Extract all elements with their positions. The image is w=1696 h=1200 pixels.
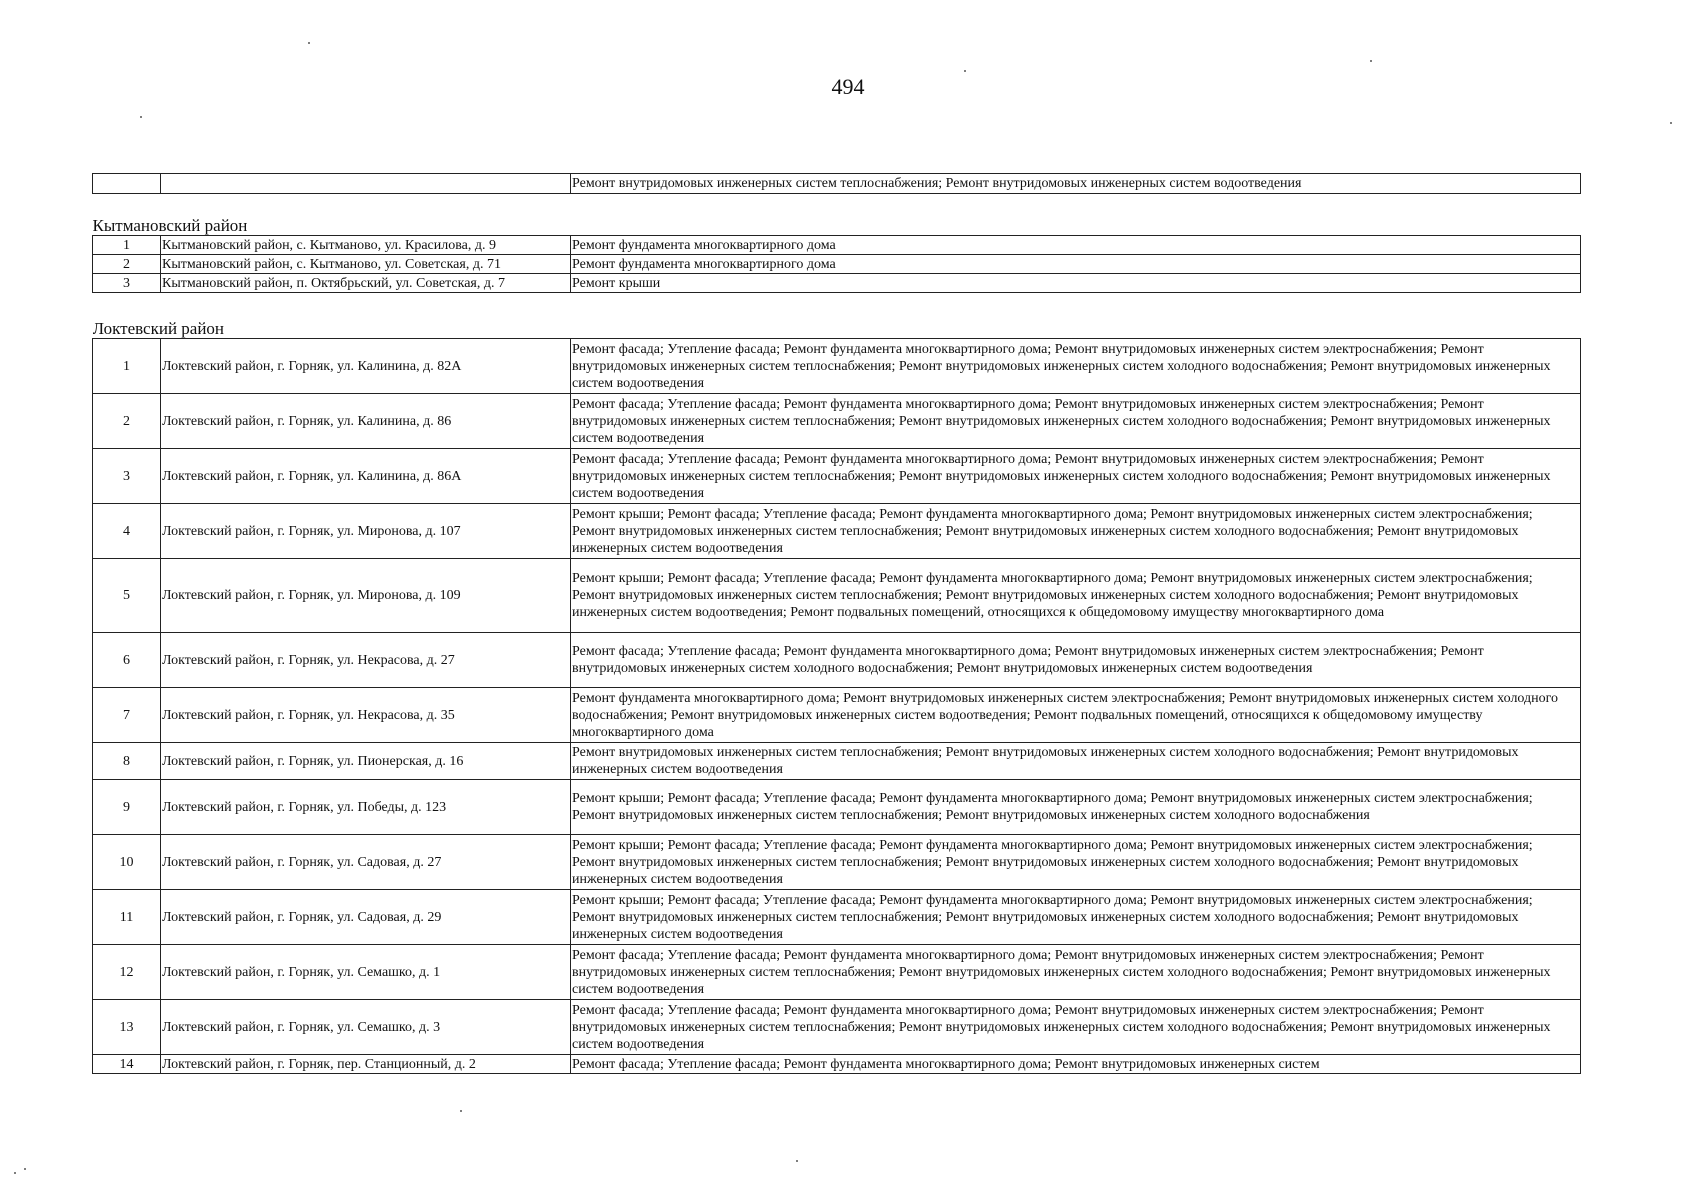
row-works: Ремонт фасада; Утепление фасада; Ремонт фундамента многоквартирного дома; Ремонт внутридомовых инженерных систем электроснабжения; Ремонт внутридомовых инженерных систем теплоснабжения; Ремонт внутридомовых инженерных систем холодного водоснабжения; Ремонт внутридомовых инженерных систем водоотведения <box>571 1000 1581 1055</box>
page-number: 494 <box>831 74 865 99</box>
row-number: 14 <box>93 1055 161 1074</box>
row-works: Ремонт фасада; Утепление фасада; Ремонт фундамента многоквартирного дома; Ремонт внутридомовых инженерных систем электроснабжения; Ремонт внутридомовых инженерных систем теплоснабжения; Ремонт внутридомовых инженерных систем холодного водоснабжения; Ремонт внутридомовых инженерных систем водоотведения <box>571 394 1581 449</box>
district-heading-row <box>93 293 1581 339</box>
row-works: Ремонт крыши; Ремонт фасада; Утепление фасада; Ремонт фундамента многоквартирного дома; Ремонт внутридомовых инженерных систем электроснабжения; Ремонт внутридомовых инженерных систем теплоснабжения; Ремонт внутридомовых инженерных систем холодного водоснабжения; Ремонт внутридомовых инженерных систем водоотведения <box>571 504 1581 559</box>
table-row <box>93 835 1581 890</box>
table-row <box>93 633 1581 688</box>
row-address: Кытмановский район, с. Кытманово, ул. Красилова, д. 9 <box>161 236 571 255</box>
row-works: Ремонт фасада; Утепление фасада; Ремонт фундамента многоквартирного дома; Ремонт внутридомовых инженерных систем электроснабжения; Ремонт внутридомовых инженерных систем теплоснабжения; Ремонт внутридомовых инженерных систем холодного водоснабжения; Ремонт внутридомовых инженерных систем водоотведения <box>571 339 1581 394</box>
row-number: 7 <box>93 688 161 743</box>
table-row <box>93 255 1581 274</box>
row-address: Локтевский район, г. Горняк, ул. Калинина, д. 82А <box>161 339 571 394</box>
table-row <box>93 780 1581 835</box>
row-works: Ремонт фундамента многоквартирного дома <box>571 255 1581 274</box>
scan-speck <box>140 116 142 118</box>
row-number: 11 <box>93 890 161 945</box>
row-works: Ремонт крыши <box>571 274 1581 293</box>
table-row <box>93 236 1581 255</box>
row-number <box>93 174 161 194</box>
row-number: 2 <box>93 255 161 274</box>
row-address: Локтевский район, г. Горняк, ул. Миронова, д. 109 <box>161 559 571 633</box>
table-row <box>93 890 1581 945</box>
row-address: Локтевский район, г. Горняк, ул. Семашко, д. 1 <box>161 945 571 1000</box>
row-number: 3 <box>93 449 161 504</box>
row-number: 5 <box>93 559 161 633</box>
table-row <box>93 559 1581 633</box>
row-address: Локтевский район, г. Горняк, ул. Победы, д. 123 <box>161 780 571 835</box>
district-heading: Кытмановский район <box>93 194 1581 236</box>
row-works: Ремонт фундамента многоквартирного дома; Ремонт внутридомовых инженерных систем электроснабжения; Ремонт внутридомовых инженерных систем холодного водоснабжения; Ремонт внутридомовых инженерных систем водоотведения; Ремонт подвальных помещений, относящихся к общедомовому имуществу многоквартирного дома <box>571 688 1581 743</box>
row-address: Локтевский район, г. Горняк, ул. Семашко, д. 3 <box>161 1000 571 1055</box>
table-row <box>93 945 1581 1000</box>
row-address: Локтевский район, г. Горняк, пер. Станционный, д. 2 <box>161 1055 571 1074</box>
district-heading: Локтевский район <box>93 293 1581 339</box>
row-number: 1 <box>93 339 161 394</box>
row-address: Локтевский район, г. Горняк, ул. Некрасова, д. 35 <box>161 688 571 743</box>
row-address: Локтевский район, г. Горняк, ул. Садовая, д. 27 <box>161 835 571 890</box>
scan-speck <box>1370 60 1372 62</box>
row-works: Ремонт крыши; Ремонт фасада; Утепление фасада; Ремонт фундамента многоквартирного дома; Ремонт внутридомовых инженерных систем электроснабжения; Ремонт внутридомовых инженерных систем теплоснабжения; Ремонт внутридомовых инженерных систем холодного водоснабжения; Ремонт внутридомовых инженерных систем водоотведения <box>571 835 1581 890</box>
row-address: Локтевский район, г. Горняк, ул. Миронова, д. 107 <box>161 504 571 559</box>
row-works: Ремонт крыши; Ремонт фасада; Утепление фасада; Ремонт фундамента многоквартирного дома; Ремонт внутридомовых инженерных систем электроснабжения; Ремонт внутридомовых инженерных систем теплоснабжения; Ремонт внутридомовых инженерных систем холодного водоснабжения; Ремонт внутридомовых инженерных систем водоотведения <box>571 890 1581 945</box>
row-number: 4 <box>93 504 161 559</box>
row-number: 8 <box>93 743 161 780</box>
row-address: Локтевский район, г. Горняк, ул. Калинина, д. 86А <box>161 449 571 504</box>
row-address: Локтевский район, г. Горняк, ул. Садовая, д. 29 <box>161 890 571 945</box>
scan-speck <box>1670 122 1672 124</box>
row-address: Кытмановский район, с. Кытманово, ул. Советская, д. 71 <box>161 255 571 274</box>
row-address <box>161 174 571 194</box>
district-heading-row <box>93 194 1581 236</box>
row-works: Ремонт крыши; Ремонт фасада; Утепление фасада; Ремонт фундамента многоквартирного дома; Ремонт внутридомовых инженерных систем электроснабжения; Ремонт внутридомовых инженерных систем теплоснабжения; Ремонт внутридомовых инженерных систем холодного водоснабжения; Ремонт внутридомовых инженерных систем водоотведения; Ремонт подвальных помещений, относящихся к общедомовому имуществу многоквартирного дома <box>571 559 1581 633</box>
scan-speck <box>796 1160 798 1162</box>
row-number: 12 <box>93 945 161 1000</box>
row-number: 1 <box>93 236 161 255</box>
row-works: Ремонт крыши; Ремонт фасада; Утепление фасада; Ремонт фундамента многоквартирного дома; Ремонт внутридомовых инженерных систем электроснабжения; Ремонт внутридомовых инженерных систем теплоснабжения; Ремонт внутридомовых инженерных систем холодного водоснабжения <box>571 780 1581 835</box>
table-row <box>93 394 1581 449</box>
row-works: Ремонт внутридомовых инженерных систем теплоснабжения; Ремонт внутридомовых инженерных систем водоотведения <box>571 174 1581 194</box>
table-row <box>93 688 1581 743</box>
table-row <box>93 449 1581 504</box>
row-number: 13 <box>93 1000 161 1055</box>
row-works: Ремонт фасада; Утепление фасада; Ремонт фундамента многоквартирного дома; Ремонт внутридомовых инженерных систем <box>571 1055 1581 1074</box>
row-number: 10 <box>93 835 161 890</box>
scan-speck <box>460 1110 462 1112</box>
row-address: Локтевский район, г. Горняк, ул. Некрасова, д. 27 <box>161 633 571 688</box>
row-address: Локтевский район, г. Горняк, ул. Калинина, д. 86 <box>161 394 571 449</box>
table-row <box>93 339 1581 394</box>
row-works: Ремонт фасада; Утепление фасада; Ремонт фундамента многоквартирного дома; Ремонт внутридомовых инженерных систем электроснабжения; Ремонт внутридомовых инженерных систем холодного водоснабжения; Ремонт внутридомовых инженерных систем водоотведения <box>571 633 1581 688</box>
table-row <box>93 743 1581 780</box>
scan-speck <box>308 42 310 44</box>
row-works: Ремонт внутридомовых инженерных систем теплоснабжения; Ремонт внутридомовых инженерных систем холодного водоснабжения; Ремонт внутридомовых инженерных систем водоотведения <box>571 743 1581 780</box>
table-row <box>93 1000 1581 1055</box>
row-number: 2 <box>93 394 161 449</box>
row-address: Локтевский район, г. Горняк, ул. Пионерская, д. 16 <box>161 743 571 780</box>
scan-speck <box>964 70 966 72</box>
scan-speck <box>24 1168 26 1170</box>
row-address: Кытмановский район, п. Октябрьский, ул. Советская, д. 7 <box>161 274 571 293</box>
repair-register-table <box>92 173 1581 1074</box>
table-row <box>93 174 1581 194</box>
scan-speck <box>14 1172 16 1174</box>
row-number: 9 <box>93 780 161 835</box>
row-works: Ремонт фасада; Утепление фасада; Ремонт фундамента многоквартирного дома; Ремонт внутридомовых инженерных систем электроснабжения; Ремонт внутридомовых инженерных систем теплоснабжения; Ремонт внутридомовых инженерных систем холодного водоснабжения; Ремонт внутридомовых инженерных систем водоотведения <box>571 945 1581 1000</box>
row-works: Ремонт фундамента многоквартирного дома <box>571 236 1581 255</box>
row-number: 6 <box>93 633 161 688</box>
table-row <box>93 504 1581 559</box>
row-works: Ремонт фасада; Утепление фасада; Ремонт фундамента многоквартирного дома; Ремонт внутридомовых инженерных систем электроснабжения; Ремонт внутридомовых инженерных систем теплоснабжения; Ремонт внутридомовых инженерных систем холодного водоснабжения; Ремонт внутридомовых инженерных систем водоотведения <box>571 449 1581 504</box>
table-row <box>93 1055 1581 1074</box>
row-number: 3 <box>93 274 161 293</box>
table-row <box>93 274 1581 293</box>
